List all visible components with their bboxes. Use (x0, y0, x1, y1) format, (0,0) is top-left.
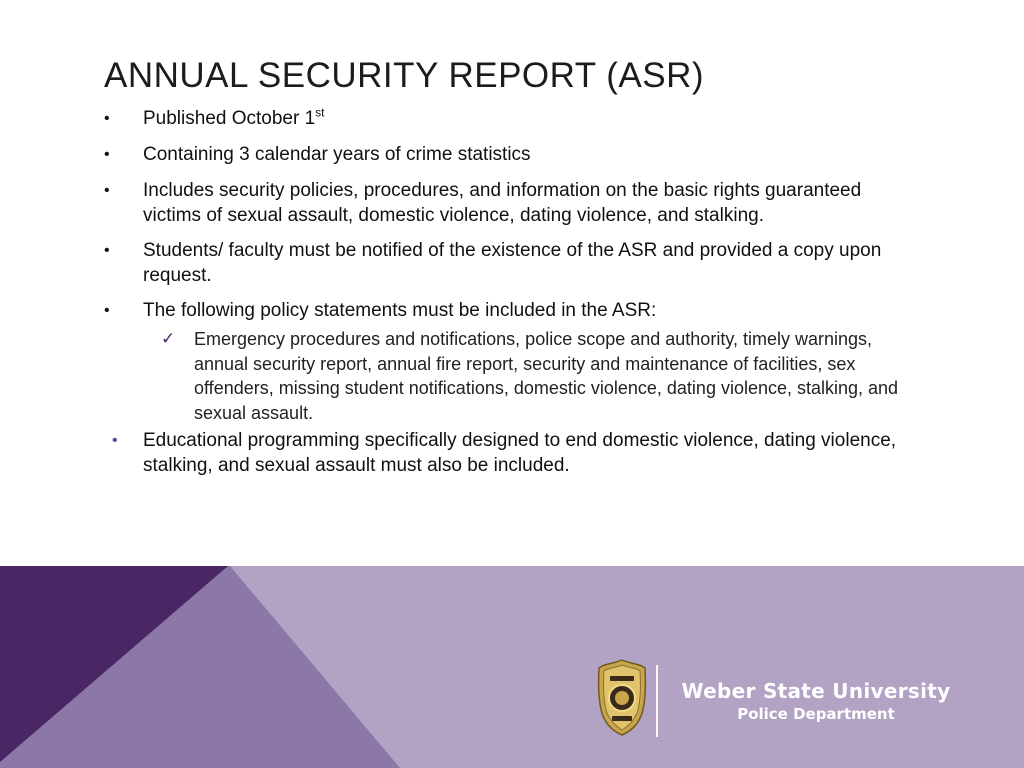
university-name: Weber State University (681, 679, 951, 703)
bullet-text: Containing 3 calendar years of crime statistics (143, 144, 531, 165)
bullet-text: Includes security policies, procedures, and information on the basic rights guaranteed victims of sexual assault, domestic violence, dating violence, and stalking. (143, 180, 862, 226)
bullet-text: Educational programming specifically designed to end domestic violence, dating violence, stalking, and sexual assault must also be included. (143, 430, 897, 476)
bullet-text: Students/ faculty must be notified of the existence of the ASR and provided a copy upon request. (143, 240, 882, 286)
bullet-item (104, 106, 924, 131)
footer-divider (656, 665, 658, 737)
footer-band (0, 566, 1024, 768)
bullet-item (104, 178, 924, 228)
bullet-item (104, 238, 924, 288)
bullet-dot-icon: • (104, 110, 110, 127)
checkmark-icon: ✓ (161, 329, 176, 348)
bullet-text: The following policy statements must be included in the ASR: (143, 300, 657, 321)
bullet-dot-icon: • (104, 182, 110, 199)
bullet-dot-icon: • (104, 302, 110, 319)
bullet-item (104, 428, 924, 478)
bullet-superscript: st (315, 105, 325, 120)
bullet-item (104, 298, 924, 323)
slide-title: ANNUAL SECURITY REPORT (ASR) (104, 56, 705, 95)
sub-bullet-text: Emergency procedures and notifications, police scope and authority, timely warnings, annual security report, annual fire report, security and maintenance of facilities, sex offenders, missing student notifications, domestic violence, dating violence, stalking, and sexual assault. (194, 329, 899, 423)
bullet-item (104, 142, 924, 167)
bullet-dot-icon: • (104, 146, 110, 163)
department-name: Police Department (737, 705, 895, 723)
bullet-list (104, 106, 924, 478)
bullet-text: Published October 1 (143, 108, 316, 129)
bullet-dot-icon: • (104, 242, 110, 259)
footer-brand (666, 678, 966, 724)
police-badge-icon (597, 658, 647, 736)
footer-decoration (0, 566, 1024, 768)
bullet-dot-icon: • (112, 432, 118, 449)
sub-bullet-item (104, 327, 924, 425)
